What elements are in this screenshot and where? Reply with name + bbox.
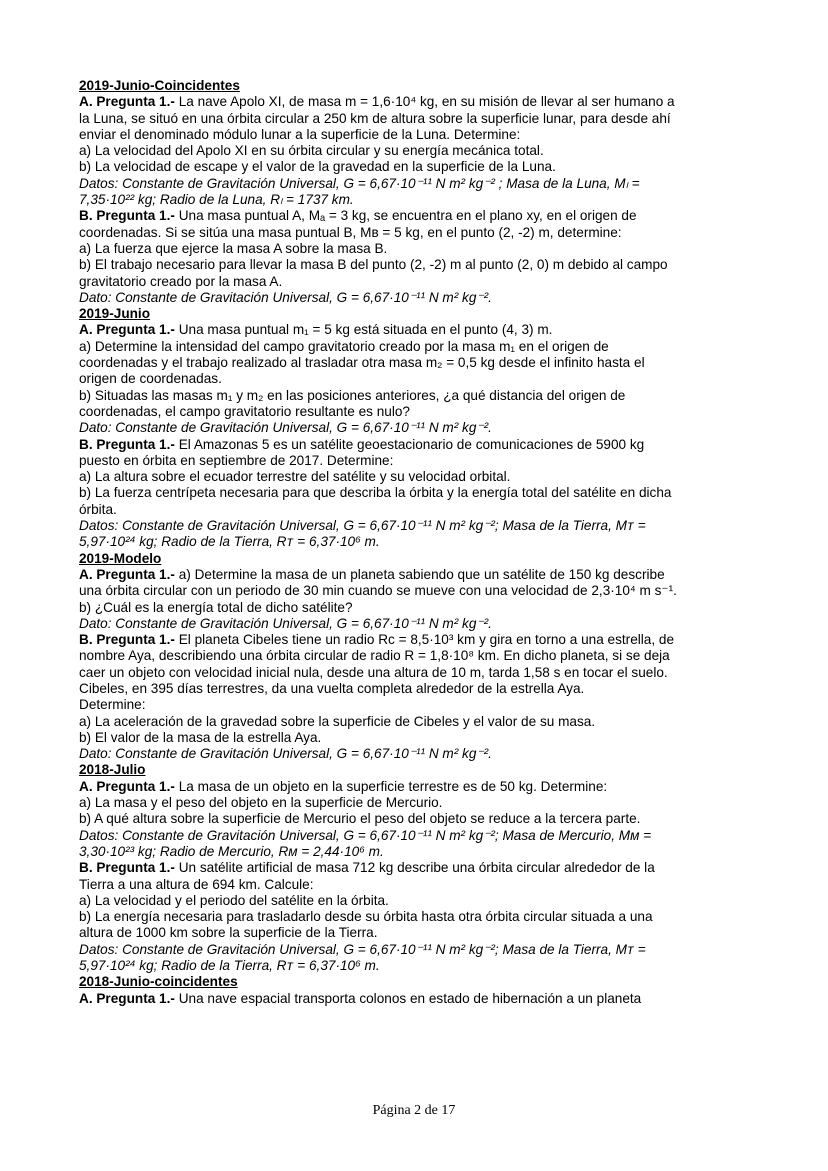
question-label: A. Pregunta 1.-	[79, 322, 175, 338]
question-line	[79, 453, 759, 469]
question-text: b) El valor de la masa de la estrella Aya.	[79, 729, 322, 745]
question-text: Tierra a una altura de 694 km. Calcule:	[79, 876, 314, 892]
question-line	[79, 437, 759, 453]
data-constants-line: 5,97·10²⁴ kg; Radio de la Tierra, Rᴛ = 6,37·10⁶ m.	[79, 534, 380, 550]
question-block	[79, 632, 759, 762]
question-text: Una masa puntual m₁ = 5 kg está situada en el punto (4, 3) m.	[174, 322, 553, 338]
exam-section	[79, 551, 759, 763]
section-heading: 2019-Modelo	[79, 550, 162, 566]
question-line	[79, 241, 759, 257]
question-line	[79, 94, 759, 110]
question-text: b) ¿Cuál es la energía total de dicho satélite?	[79, 599, 353, 615]
question-text: coordenadas y el trabajo realizado al trasladar otra masa m₂ = 0,5 kg desde el infinito hasta el	[79, 355, 645, 371]
question-text: b) La fuerza centrípeta necesaria para que describa la órbita y la energía total del satélite en dicha	[79, 485, 672, 501]
question-block	[79, 567, 759, 632]
question-text: b) El trabajo necesario para llevar la masa B del punto (2, -2) m al punto (2, 0) m debido al campo	[79, 257, 668, 273]
question-text: La masa de un objeto en la superficie terrestre es de 50 kg. Determine:	[174, 778, 608, 794]
question-label: B. Pregunta 1.-	[79, 632, 175, 648]
question-text: órbita.	[79, 501, 117, 517]
question-line	[79, 779, 759, 795]
question-text: puesto en órbita en septiembre de 2017. Determine:	[79, 452, 394, 468]
question-text: altura de 1000 km sobre la superficie de la Tierra.	[79, 925, 378, 941]
question-text: a) La masa y el peso del objeto en la superficie de Mercurio.	[79, 795, 443, 811]
page-footer: Página 2 de 17	[372, 1103, 456, 1118]
exam-section	[79, 78, 759, 306]
question-text: a) La velocidad del Apolo XI en su órbita circular y su energía mecánica total.	[79, 143, 544, 159]
question-text: una órbita circular con un periodo de 30 min cuando se mueve con una velocidad de 2,3·10⁴ m s⁻¹.	[79, 583, 677, 599]
question-line	[79, 257, 759, 273]
data-constants-line: Dato: Constante de Gravitación Universal, G = 6,67·10⁻¹¹ N m² kg⁻².	[79, 746, 492, 762]
question-block	[79, 779, 759, 860]
question-text: b) La energía necesaria para trasladarlo desde su órbita hasta otra órbita circular situada a una	[79, 909, 653, 925]
question-text: a) Determine la intensidad del campo gravitatorio creado por la masa m₁ en el origen de	[79, 338, 609, 354]
question-line	[79, 388, 759, 404]
question-line	[79, 714, 759, 730]
question-block	[79, 437, 759, 551]
data-constants-line: 7,35·10²² kg; Radio de la Luna, Rₗ = 1737 km.	[79, 192, 354, 208]
question-text: a) La fuerza que ejerce la masa A sobre la masa B.	[79, 240, 388, 256]
question-text: a) La velocidad y el periodo del satélite en la órbita.	[79, 892, 389, 908]
question-text: Una nave espacial transporta colonos en estado de hibernación a un planeta	[174, 990, 642, 1006]
question-line	[79, 322, 759, 338]
question-text: la Luna, se situó en una órbita circular a 250 km de altura sobre la superficie lunar, para desde ahí	[79, 110, 671, 126]
question-line	[79, 225, 759, 241]
question-line	[79, 811, 759, 827]
section-heading: 2019-Junio	[79, 306, 151, 322]
question-label: B. Pregunta 1.-	[79, 436, 175, 452]
question-line	[79, 339, 759, 355]
question-line	[79, 648, 759, 664]
question-line	[79, 404, 759, 420]
question-line	[79, 371, 759, 387]
question-line	[79, 485, 759, 501]
question-text: gravitatorio creado por la masa A.	[79, 273, 283, 289]
exam-section	[79, 974, 759, 1007]
question-line	[79, 567, 759, 583]
question-line	[79, 909, 759, 925]
question-line	[79, 893, 759, 909]
question-text: enviar el denominado módulo lunar a la superficie de la Luna. Determine:	[79, 126, 521, 142]
question-text: a) La aceleración de la gravedad sobre la superficie de Cibeles y el valor de su masa.	[79, 713, 596, 729]
data-constants-line: 5,97·10²⁴ kg; Radio de la Tierra, Rᴛ = 6,37·10⁶ m.	[79, 958, 380, 974]
question-text: b) La velocidad de escape y el valor de la gravedad en la superficie de la Luna.	[79, 159, 556, 175]
question-text: nombre Aya, describiendo una órbita circular de radio R = 1,8·10⁸ km. En dicho planeta, si se deja	[79, 648, 670, 664]
question-line	[79, 583, 759, 599]
question-line	[79, 469, 759, 485]
question-line	[79, 600, 759, 616]
question-text: a) Determine la masa de un planeta sabiendo que un satélite de 150 kg describe	[174, 566, 665, 582]
question-line	[79, 795, 759, 811]
question-block	[79, 94, 759, 208]
question-line	[79, 159, 759, 175]
data-constants-line: Datos: Constante de Gravitación Universal, G = 6,67·10⁻¹¹ N m² kg⁻²; Masa de la Tierra, Mᴛ =	[79, 518, 646, 534]
data-constants-line: 3,30·10²³ kg; Radio de Mercurio, Rᴍ = 2,44·10⁶ m.	[79, 843, 384, 859]
question-line	[79, 665, 759, 681]
question-line	[79, 681, 759, 697]
question-text: Determine:	[79, 697, 146, 713]
data-constants-line: Datos: Constante de Gravitación Universal, G = 6,67·10⁻¹¹ N m² kg⁻²; Masa de la Tierra, Mᴛ =	[79, 941, 646, 957]
question-line	[79, 502, 759, 518]
question-line	[79, 111, 759, 127]
question-line	[79, 127, 759, 143]
question-text: Un satélite artificial de masa 712 kg describe una órbita circular alrededor de la	[174, 860, 655, 876]
exam-section	[79, 306, 759, 550]
section-heading: 2018-Junio-coincidentes	[79, 974, 238, 990]
question-line	[79, 208, 759, 224]
question-label: A. Pregunta 1.-	[79, 778, 175, 794]
question-line	[79, 730, 759, 746]
question-line	[79, 143, 759, 159]
question-line	[79, 274, 759, 290]
data-constants-line: Datos: Constante de Gravitación Universal, G = 6,67·10⁻¹¹ N m² kg⁻² ; Masa de la Luna, Mₗ =	[79, 175, 640, 191]
question-text: El Amazonas 5 es un satélite geoestacionario de comunicaciones de 5900 kg	[174, 436, 645, 452]
question-text: a) La altura sobre el ecuador terrestre del satélite y su velocidad orbital.	[79, 469, 511, 485]
question-block	[79, 322, 759, 436]
question-line	[79, 632, 759, 648]
data-constants-line: Dato: Constante de Gravitación Universal, G = 6,67·10⁻¹¹ N m² kg⁻².	[79, 289, 492, 305]
question-line	[79, 877, 759, 893]
question-label: A. Pregunta 1.-	[79, 566, 175, 582]
question-text: coordenadas, el campo gravitatorio resultante es nulo?	[79, 403, 410, 419]
section-heading: 2019-Junio-Coincidentes	[79, 78, 240, 93]
section-heading: 2018-Julio	[79, 762, 146, 778]
question-text: Una masa puntual A, Mₐ = 3 kg, se encuentra en el plano xy, en el origen de	[174, 208, 637, 224]
question-text: El planeta Cibeles tiene un radio Rᴄ = 8,5·10³ km y gira en torno a una estrella, de	[174, 632, 675, 648]
question-block	[79, 991, 759, 1007]
question-line	[79, 925, 759, 941]
data-constants-line: Dato: Constante de Gravitación Universal, G = 6,67·10⁻¹¹ N m² kg⁻².	[79, 615, 492, 631]
question-text: origen de coordenadas.	[79, 371, 222, 387]
question-label: B. Pregunta 1.-	[79, 208, 175, 224]
question-line	[79, 355, 759, 371]
question-text: caer un objeto con velocidad inicial nula, desde una altura de 10 m, tarda 1,58 s en tocar el suelo.	[79, 664, 668, 680]
question-block	[79, 208, 759, 306]
question-label: B. Pregunta 1.-	[79, 860, 175, 876]
page-content	[79, 78, 759, 1007]
question-label: A. Pregunta 1.-	[79, 94, 175, 110]
question-text: La nave Apolo XI, de masa m = 1,6·10⁴ kg, en su misión de llevar al ser humano a	[174, 94, 675, 110]
data-constants-line: Datos: Constante de Gravitación Universal, G = 6,67·10⁻¹¹ N m² kg⁻²; Masa de Mercurio, Mᴍ =	[79, 827, 652, 843]
exam-section	[79, 762, 759, 974]
data-constants-line: Dato: Constante de Gravitación Universal, G = 6,67·10⁻¹¹ N m² kg⁻².	[79, 420, 492, 436]
question-text: coordenadas. Si se sitúa una masa puntual B, Mв = 5 kg, en el punto (2, -2) m, determine:	[79, 224, 622, 240]
question-label: A. Pregunta 1.-	[79, 990, 175, 1006]
question-block	[79, 860, 759, 974]
question-line	[79, 860, 759, 876]
question-line	[79, 697, 759, 713]
question-text: b) A qué altura sobre la superficie de Mercurio el peso del objeto se reduce a la tercera parte.	[79, 811, 641, 827]
question-text: b) Situadas las masas m₁ y m₂ en las posiciones anteriores, ¿a qué distancia del origen de	[79, 387, 626, 403]
question-line	[79, 991, 759, 1007]
question-text: Cibeles, en 395 días terrestres, da una vuelta completa alrededor de la estrella Aya.	[79, 680, 585, 696]
